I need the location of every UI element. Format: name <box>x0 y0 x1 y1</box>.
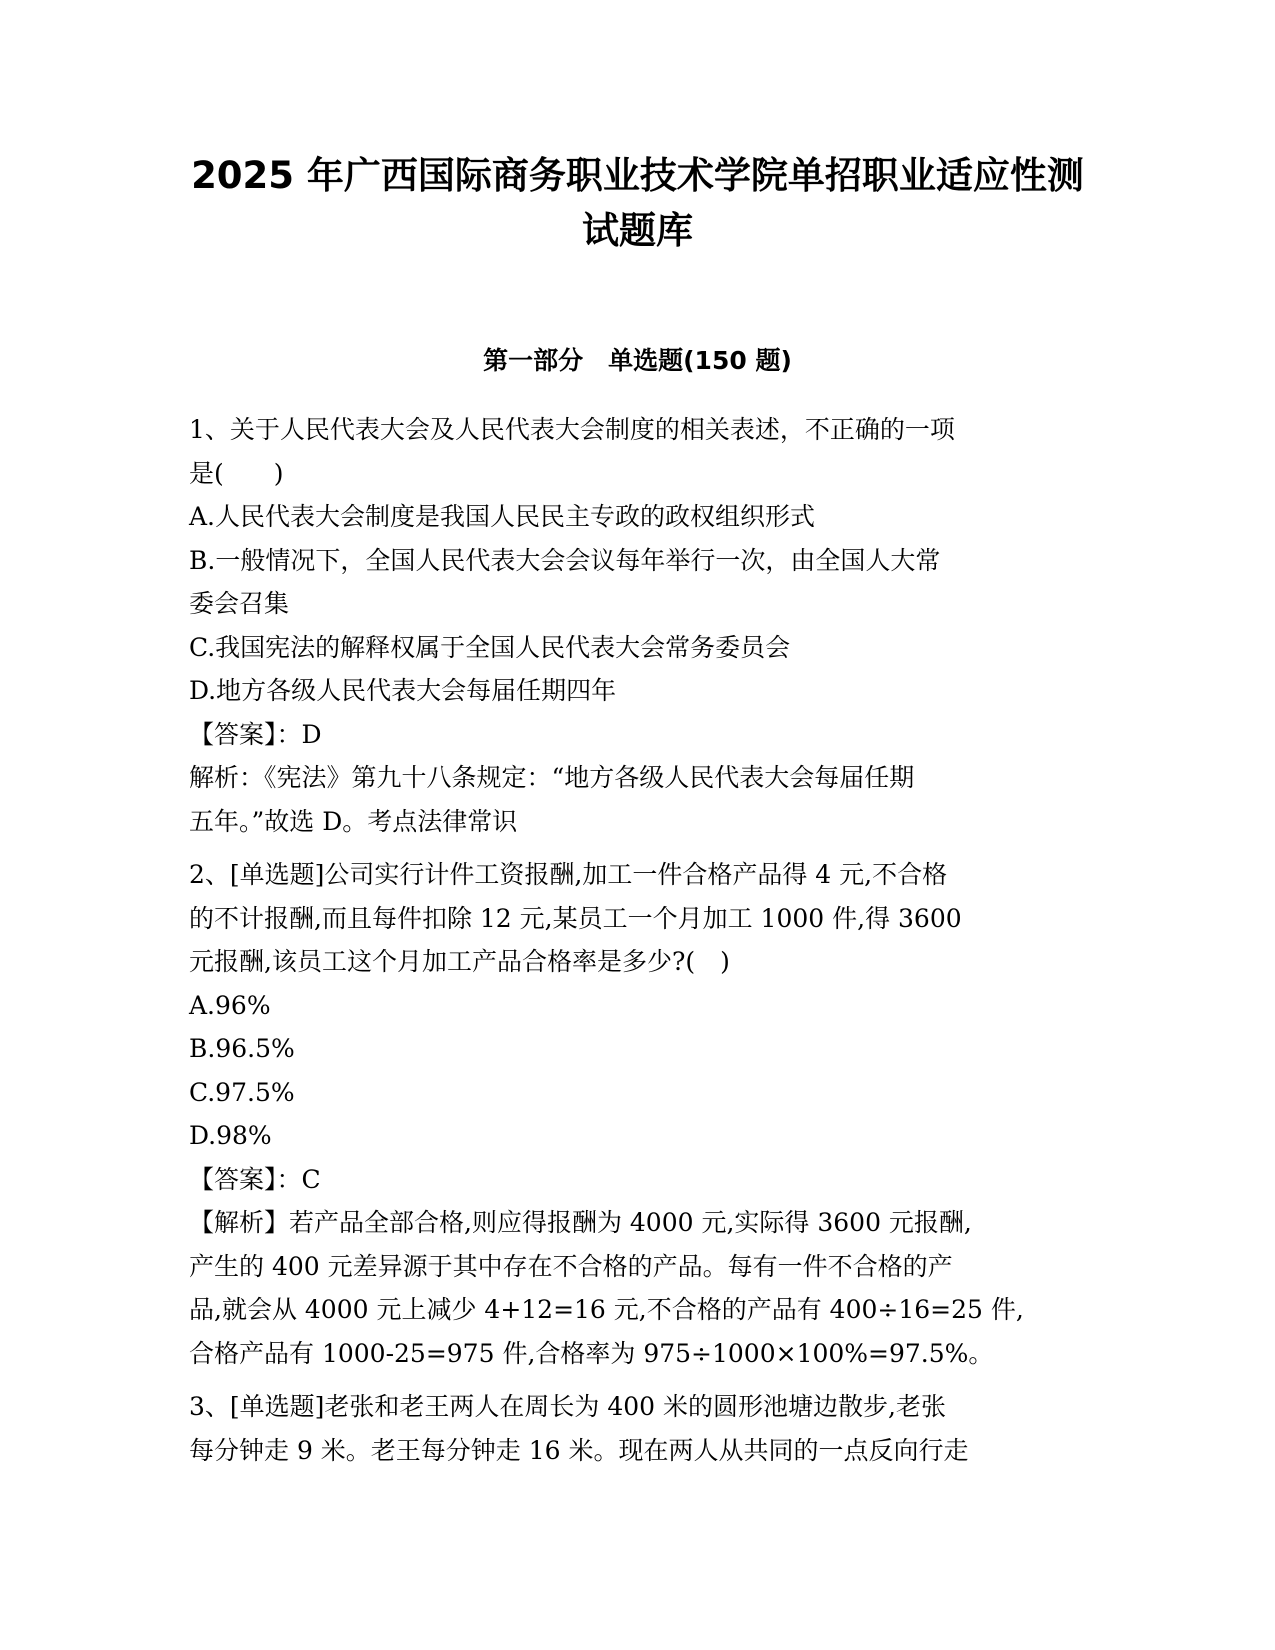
question-stem: 元报酬,该员工这个月加工产品合格率是多少?( ) <box>189 947 730 976</box>
option-a: A.96% <box>189 990 271 1020</box>
explanation: 解析：《宪法》第九十八条规定：“地方各级人民代表大会每届任期 <box>189 763 915 792</box>
question-3 <box>189 1385 1079 1472</box>
question-stem: 是( ) <box>189 458 284 488</box>
option-d: D.98% <box>189 1121 272 1150</box>
question-list <box>189 408 1079 1482</box>
option-d: D.地方各级人民代表大会每届任期四年 <box>189 676 617 705</box>
option-b: 委会召集 <box>189 589 290 618</box>
title-line: 试题库 <box>582 209 693 252</box>
question-stem: 3、[单选题]老张和老王两人在周长为 400 米的圆形池塘边散步,老张 <box>189 1392 946 1421</box>
question-stem: 的不计报酬,而且每件扣除 12 元,某员工一个月加工 1000 件,得 3600 <box>189 903 962 933</box>
question-1 <box>189 408 1079 843</box>
question-stem: 2、[单选题]公司实行计件工资报酬,加工一件合格产品得 4 元,不合格 <box>189 860 948 889</box>
option-c: C.我国宪法的解释权属于全国人民代表大会常务委员会 <box>189 632 791 662</box>
explanation: 五年。”故选 D。考点法律常识 <box>189 806 518 836</box>
explanation: 品,就会从 4000 元上减少 4+12=16 元,不合格的产品有 400÷16=25 件, <box>189 1295 1024 1324</box>
explanation: 产生的 400 元差异源于其中存在不合格的产品。每有一件不合格的产 <box>189 1251 953 1281</box>
question-2 <box>189 853 1079 1375</box>
option-b: B.一般情况下，全国人民代表大会会议每年举行一次，由全国人大常 <box>189 545 941 575</box>
option-a: A.人民代表大会制度是我国人民民主专政的政权组织形式 <box>189 502 816 531</box>
explanation: 合格产品有 1000-25=975 件,合格率为 975÷1000×100%=97.5%。 <box>189 1338 994 1368</box>
title-line: 2025 年广西国际商务职业技术学院单招职业适应性测 <box>191 154 1084 197</box>
section-heading: 第一部分 单选题(150 题) <box>483 346 792 375</box>
answer: 【答案】：D <box>189 719 322 749</box>
question-stem: 每分钟走 9 米。老王每分钟走 16 米。现在两人从共同的一点反向行走 <box>189 1435 969 1465</box>
option-c: C.97.5% <box>189 1077 295 1107</box>
explanation: 【解析】若产品全部合格,则应得报酬为 4000 元,实际得 3600 元报酬, <box>189 1208 972 1237</box>
question-stem: 1、关于人民代表大会及人民代表大会制度的相关表述，不正确的一项 <box>189 415 955 444</box>
document-title <box>150 148 1125 258</box>
option-b: B.96.5% <box>189 1034 295 1063</box>
answer: 【答案】：C <box>189 1164 321 1194</box>
